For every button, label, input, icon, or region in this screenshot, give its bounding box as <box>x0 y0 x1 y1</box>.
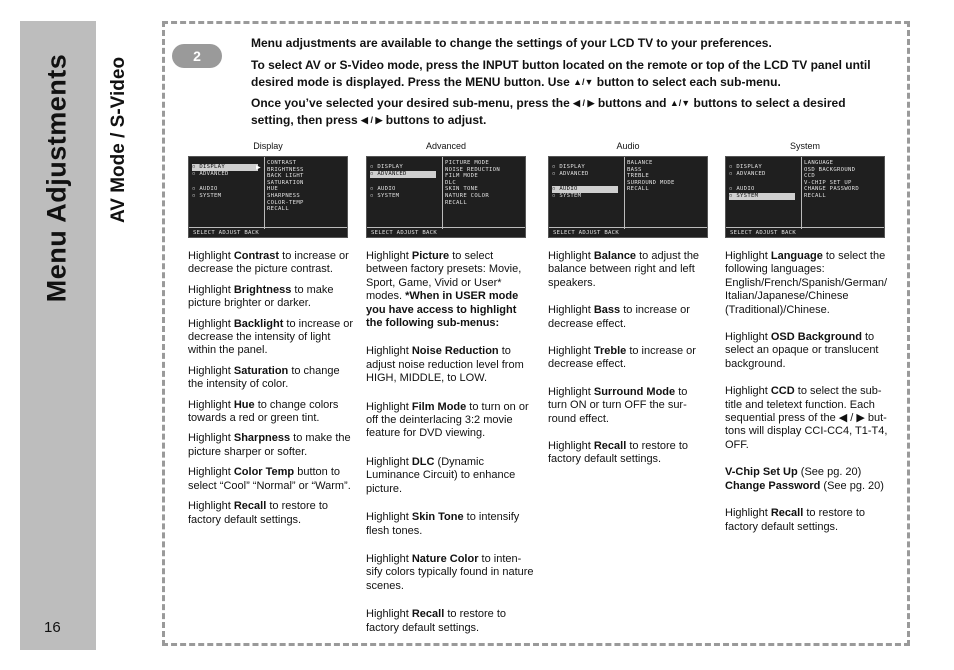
osd-menu-item: ▫ AUDIO <box>729 185 755 192</box>
description-paragraph: Highlight Recall to restore to factory default settings. <box>725 507 866 533</box>
osd-help-bar: SELECT ADJUST BACK <box>726 227 884 237</box>
osd-submenu-item: NOISE REDUCTION <box>445 166 501 173</box>
osd-submenu-item: RECALL <box>627 186 650 193</box>
description-paragraph: Highlight Color Temp button to select “Cool” “Normal” or “Warm”. <box>188 466 351 492</box>
osd-submenu-item: BALANCE <box>627 160 653 166</box>
description-paragraph: Highlight Nature Color to inten-sify colors typically found in nature scenes. <box>366 552 534 592</box>
osd-submenu-item: DLC <box>445 179 457 186</box>
setting-name: Recall <box>770 507 804 520</box>
setting-name: Film Mode <box>411 400 467 413</box>
section-title: AV Mode / S-Video <box>108 56 129 224</box>
osd-submenu-list <box>445 160 500 206</box>
user-mode-note: *When in USER mode you have access to highlight the following sub-menus: <box>366 290 519 330</box>
description-paragraph: Highlight Bass to increase or decrease effect. <box>548 304 690 330</box>
description-paragraph: Highlight DLC (Dynamic Luminance Circuit) to enhance picture. <box>366 455 516 495</box>
intro-paragraph-1: Menu adjustments are available to change the settings of your LCD TV to your preferences. <box>251 36 772 50</box>
description-paragraph: Highlight Picture to select between factory presets: Movie, Sport, Game, Vivid or User* modes. *When in USER mode you have access to highlight the following sub-menus: <box>366 250 522 330</box>
osd-submenu-item: SATURATION <box>267 179 304 186</box>
description-paragraph: Highlight OSD Background to select an opaque or translucent background. <box>725 331 879 370</box>
setting-name: Saturation <box>233 364 289 377</box>
setting-name: Hue <box>233 398 255 411</box>
osd-screen-audio <box>548 156 708 238</box>
description-paragraph: Highlight CCD to select the sub-title and teletext function. Each sequential press of the ◀ / ▶ but-tons will display CCI-CC4, T1-T4, OFF. <box>725 385 888 451</box>
column-text-advanced <box>366 250 534 650</box>
setting-name: Nature Color <box>411 552 479 565</box>
column-text-system <box>725 250 895 548</box>
setting-name: Language <box>770 250 823 262</box>
column-header-audio: Audio <box>616 141 640 151</box>
column-header-display: Display <box>253 141 283 151</box>
left-right-arrows-icon: ◀ / ▶ <box>573 98 595 108</box>
description-paragraph: Highlight Surround Mode to turn ON or turn OFF the sur-round effect. <box>548 385 688 425</box>
setting-name: Recall <box>593 440 627 453</box>
osd-menu-item: ▫ SYSTEM <box>192 192 222 199</box>
description-paragraph: Highlight Backlight to increase or decrease the intensity of light within the panel. <box>188 317 354 357</box>
selection-arrow-icon: ▶ <box>256 165 261 171</box>
osd-menu-item: ▫ SYSTEM <box>552 192 582 199</box>
osd-menu-list <box>189 157 265 229</box>
osd-help-bar: SELECT ADJUST BACK <box>189 227 347 237</box>
osd-menu-item: ▫ AUDIO <box>192 185 218 192</box>
osd-submenu-item: BASS <box>627 166 642 173</box>
setting-name: Surround Mode <box>593 385 676 398</box>
description-paragraph: Highlight Recall to restore to factory default settings. <box>548 440 689 466</box>
osd-menu-item: ▫ ADVANCED <box>552 171 589 178</box>
intro-text: button to select each sub-menu. <box>596 74 781 89</box>
setting-name: Change Password <box>725 479 821 492</box>
osd-help-bar: SELECT ADJUST BACK <box>367 227 525 237</box>
setting-name: Treble <box>593 345 627 358</box>
description-paragraph: Highlight Sharpness to make the picture sharper or softer. <box>188 432 351 458</box>
description-paragraph: V-Chip Set Up (See pg. 20) Change Password (See pg. 20) <box>725 466 884 492</box>
column-text-display <box>188 250 356 534</box>
up-down-arrows-icon: ▲/▼ <box>669 98 691 108</box>
osd-menu-item: ▫ DISPLAY <box>729 164 763 170</box>
osd-submenu-item: CCD <box>804 173 816 180</box>
osd-submenu-item: SHARPNESS <box>267 192 301 199</box>
osd-menu-item: ▫ AUDIO <box>552 186 618 193</box>
intro-paragraph-2 <box>251 57 891 90</box>
setting-name: Contrast <box>233 250 280 262</box>
description-paragraph: Highlight Saturation to change the intensity of color. <box>188 364 340 391</box>
osd-menu-item <box>552 178 618 185</box>
setting-name: Recall <box>233 500 267 513</box>
description-paragraph: Highlight Noise Reduction to adjust noise reduction level from HIGH, MIDDLE, to LOW. <box>366 345 524 385</box>
intro-text: buttons to select a desired setting, then press <box>251 96 846 127</box>
intro-text: To select AV or S-Video mode, press the INPUT button located on the remote or top of the LCD TV panel until desired mode is displayed. Press the MENU button. Use <box>251 58 871 89</box>
osd-menu-item: ▫ DISPLAY <box>552 164 586 170</box>
osd-submenu-item: BRIGHTNESS <box>267 166 304 173</box>
osd-submenu-item: CHANGE PASSWORD <box>804 186 860 193</box>
description-paragraph: Highlight Film Mode to turn on or off the deinterlacing 3:2 movie feature for DVD viewing. <box>366 400 529 440</box>
osd-help-bar: SELECT ADJUST BACK <box>549 227 707 237</box>
setting-name: Recall <box>411 608 445 621</box>
osd-submenu-item: OSD BACKGROUND <box>804 166 856 173</box>
column-text-audio <box>548 250 708 481</box>
column-header-system: System <box>789 141 820 151</box>
osd-menu-list <box>726 157 802 229</box>
osd-submenu-item: HUE <box>267 186 279 193</box>
setting-name: Color Temp <box>233 466 295 479</box>
description-paragraph: Highlight Treble to increase or decrease effect. <box>548 345 696 371</box>
intro-text: buttons to adjust. <box>385 112 487 127</box>
intro-text: Once you’ve selected your desired sub-menu, press the <box>251 96 570 110</box>
osd-submenu-item: RECALL <box>267 206 290 213</box>
description-paragraph: Highlight Recall to restore to factory default settings. <box>188 500 329 526</box>
osd-menu-item: ▫ AUDIO <box>370 185 396 192</box>
description-paragraph: Highlight Recall to restore to factory default settings. <box>366 608 507 634</box>
osd-menu-item <box>729 178 795 185</box>
setting-name: Skin Tone <box>411 511 464 524</box>
column-header-advanced: Advanced <box>425 141 467 151</box>
osd-submenu-item: BACK LIGHT <box>267 173 304 180</box>
page-number: 16 <box>44 619 61 636</box>
intro-paragraph-3 <box>251 95 891 128</box>
osd-submenu-item: TREBLE <box>627 173 650 180</box>
osd-submenu-list <box>627 160 675 193</box>
setting-name: Noise Reduction <box>411 345 499 358</box>
osd-menu-item: ▫ DISPLAY <box>370 164 404 170</box>
osd-submenu-item: COLOR-TEMP <box>267 199 304 206</box>
osd-submenu-item: RECALL <box>804 192 827 199</box>
setting-name: DLC <box>411 455 435 468</box>
setting-name: Brightness <box>233 283 292 296</box>
osd-menu-item: ▫ SYSTEM <box>729 193 795 200</box>
osd-menu-item <box>192 178 258 185</box>
setting-name: Bass <box>593 304 621 317</box>
osd-submenu-item: PICTURE MODE <box>445 160 490 166</box>
osd-submenu-item: FILM MODE <box>445 173 479 180</box>
osd-submenu-item: LANGUAGE <box>804 160 834 166</box>
osd-menu-list <box>367 157 443 229</box>
osd-menu-item <box>370 178 436 185</box>
setting-name: OSD Background <box>770 331 862 344</box>
osd-menu-list <box>549 157 625 229</box>
left-right-arrows-icon: ◀ / ▶ <box>361 114 383 125</box>
description-paragraph: Highlight Hue to change colors towards a red or green tint. <box>188 398 339 425</box>
description-paragraph: Highlight Brightness to make picture brighter or darker. <box>188 283 334 310</box>
osd-submenu-item: SKIN TONE <box>445 186 479 193</box>
osd-menu-item: ▫ SYSTEM <box>370 192 400 199</box>
osd-submenu-item: NATURE COLOR <box>445 192 490 199</box>
osd-submenu-item: SURROUND MODE <box>627 179 675 186</box>
setting-name: V-Chip Set Up <box>725 466 798 479</box>
description-paragraph: Highlight Contrast to increase or decrease the picture contrast. <box>188 250 349 276</box>
setting-name: CCD <box>770 385 795 398</box>
osd-menu-item: ▫ DISPLAY <box>192 164 258 171</box>
osd-submenu-item: RECALL <box>445 199 468 206</box>
description-paragraph: Highlight Balance to adjust the balance between right and left speakers. <box>548 250 700 289</box>
step-badge: 2 <box>172 44 222 68</box>
setting-name: Sharpness <box>233 432 291 445</box>
osd-menu-item: ▫ ADVANCED <box>729 171 766 178</box>
setting-name: Backlight <box>233 317 284 330</box>
description-paragraph: Highlight Skin Tone to intensify flesh tones. <box>366 511 520 537</box>
setting-name: Picture <box>411 250 450 262</box>
osd-screen-display <box>188 156 348 238</box>
up-down-arrows-icon: ▲/▼ <box>573 76 594 87</box>
osd-submenu-list <box>267 160 304 213</box>
osd-menu-item: ▫ ADVANCED <box>192 171 229 178</box>
setting-name: Balance <box>593 250 637 262</box>
page-title: Menu Adjustments <box>41 53 72 303</box>
intro-text: buttons and <box>597 96 667 110</box>
osd-submenu-item: CONTRAST <box>267 160 297 166</box>
description-paragraph: Highlight Language to select the following languages: English/French/Spanish/German/ Italian/Japanese/Chinese (Traditional)/Chinese. <box>725 250 888 316</box>
osd-submenu-list <box>804 160 859 200</box>
osd-submenu-item: V-CHIP SET UP <box>804 179 852 186</box>
osd-screen-advanced <box>366 156 526 238</box>
osd-menu-item: ▫ ADVANCED <box>370 171 436 178</box>
osd-screen-system <box>725 156 885 238</box>
